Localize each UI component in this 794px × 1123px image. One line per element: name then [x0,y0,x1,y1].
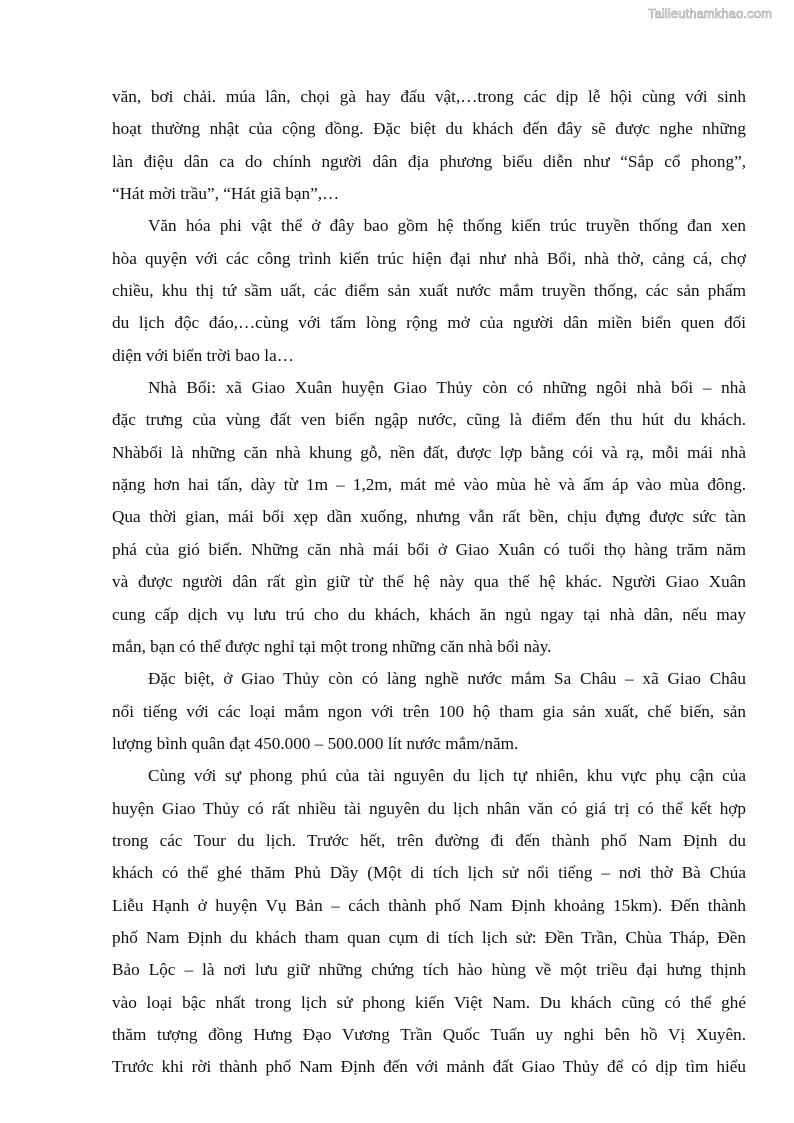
text-line: Bảo Lộc – là nơi lưu giữ những chứng tích hào hùng về một triều đại hưng thịnh [112,960,746,980]
text-line: Liễu Hạnh ở huyện Vụ Bản – cách thành phố Nam Định khoảng 15km). Đến thành [112,895,746,915]
text-line: “Hát mời trầu”, “Hát giã bạn”,… [112,184,340,204]
text-line: nổi tiếng với các loại mắm ngon với trên 100 hộ tham gia sản xuất, chế biến, sản [112,701,746,721]
text-line: diện với biển trời bao la… [112,345,294,365]
paragraph [112,81,746,210]
paragraph [112,663,746,760]
text-line: văn, bơi chải. múa lân, chọi gà hay đấu vật,…trong các dịp lễ hội cùng với sinh [112,87,746,106]
text-line: vào loại bậc nhất trong lịch sử phong kiến Việt Nam. Du khách cũng có thể ghé [112,992,746,1012]
text-line: du lịch độc đáo,…cùng với tấm lòng rộng mở của người dân miền biển quen đối [112,313,746,333]
watermark: Tailieuthamkhao.com [648,6,773,21]
text-line: Cùng với sự phong phú của tài nguyên du lịch tự nhiên, khu vực phụ cận của [148,766,746,786]
text-line: thăm tượng đồng Hưng Đạo Vương Trần Quốc Tuấn uy nghi bên hồ Vị Xuyên. [112,1024,746,1044]
text-line: chiều, khu thị tứ sầm uất, các điểm sản xuất nước mắm truyền thống, các sản phẩm [112,281,746,301]
text-line: phá của gió biển. Những căn nhà mái bổi ở Giao Xuân có tuổi thọ hàng trăm năm [112,539,746,559]
text-line: hoạt thường nhật của cộng đồng. Đặc biệt du khách đến đây sẽ được nghe những [112,119,746,139]
text-line: cung cấp dịch vụ lưu trú cho du khách, khách ăn ngủ ngay tại nhà dân, nếu may [112,604,746,624]
document-body [112,81,746,1084]
text-line: Trước khi rời thành phố Nam Định đến với mảnh đất Giao Thủy để có dịp tìm hiểu [112,1057,746,1077]
text-line: trong các Tour du lịch. Trước hết, trên đường đi đến thành phố Nam Định du [112,830,746,850]
paragraph [112,760,746,1083]
text-line: nặng hơn hai tấn, dày từ 1m – 1,2m, mát mẻ vào mùa hè và ấm áp vào mùa đông. [112,475,746,495]
text-line: làn điệu dân ca do chính người dân địa phương biểu diễn như “Sắp cổ phong”, [112,151,746,171]
text-line: khách có thể ghé thăm Phủ Dầy (Một di tích lịch sử nổi tiếng – nơi thờ Bà Chúa [112,863,746,883]
text-line: Văn hóa phi vật thể ở đây bao gồm hệ thống kiến trúc truyền thống đan xen [148,216,746,236]
text-line: huyện Giao Thủy có rất nhiều tài nguyên du lịch nhân văn có giá trị có thể kết hợp [112,798,746,818]
paragraph [112,210,746,372]
text-line: đặc trưng của vùng đất ven biển ngập nước, cũng là điểm đến thu hút du khách. [112,410,746,430]
text-line: mắn, bạn có thể được nghỉ tại một trong những căn nhà bổi này. [112,636,552,656]
paragraph [112,372,746,663]
text-line: hòa quyện với các công trình kiến trúc hiện đại như nhà Bổi, nhà thờ, cảng cá, chợ [112,248,746,268]
text-line: Đặc biệt, ở Giao Thủy còn có làng nghề nước mắm Sa Châu – xã Giao Châu [148,669,746,689]
text-line: Nhà Bổi: xã Giao Xuân huyện Giao Thủy còn có những ngôi nhà bổi – nhà [148,378,746,398]
text-line: Nhàbổi là những căn nhà khung gỗ, nền đất, được lợp bằng cói và rạ, mỗi mái nhà [112,442,746,462]
text-line: và được người dân rất gìn giữ từ thế hệ này qua thế hệ khác. Người Giao Xuân [112,572,746,592]
text-line: lượng bình quân đạt 450.000 – 500.000 lít nước mắm/năm. [112,733,519,753]
text-line: phố Nam Định du khách tham quan cụm di tích lịch sử: Đền Trần, Chùa Tháp, Đền [112,927,746,947]
text-line: Qua thời gian, mái bổi xẹp dần xuống, nhưng vẫn rất bền, chịu đựng được sức tàn [112,507,746,527]
